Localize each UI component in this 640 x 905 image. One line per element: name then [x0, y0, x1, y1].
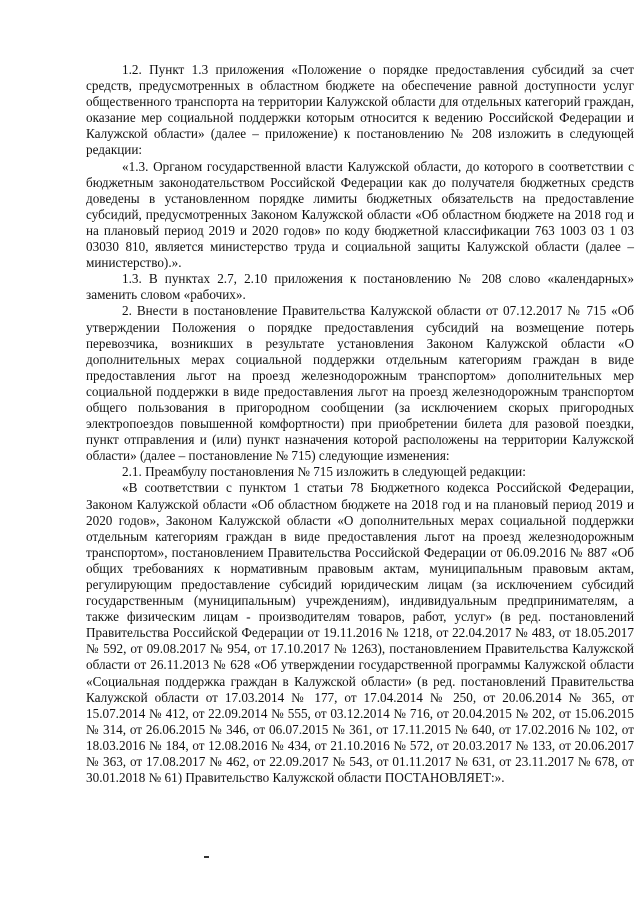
paragraph-preamble-quote: «В соответствии с пунктом 1 статьи 78 Бюджетного кодекса Российской Федерации, Законом Калужской области «Об областном бюджете на 2018 год и на плановый период 2019 и 2020 годов», Законом Калужской области «О дополнительных мерах социальной поддержки отдельным категориям граждан в виде предоставления льгот на проезд железнодорожным транспортом», постановлением Правительства Российской Федерации от 06.09.2016 № 887 «Об общих требованиях к нормативным правовым актам, муниципальным правовым актам, регулирующим предоставление субсидий юридическим лицам (за исключением субсидий государственным (муниципальным) учреждениям), индивидуальным предпринимателям, а также физическим лицам - производителям товаров, работ, услуг» (в ред. постановлений Правительства Российской Федерации от 19.11.2016 № 1218, от 22.04.2017 № 483, от 18.05.2017 № 592, от 09.08.2017 № 954, от 17.10.2017 № 1263), постановлением Правительства Калужской области от 26.11.2013 № 628 «Об утверждении государственной программы Калужской области «Социальная поддержка граждан в Калужской области» (в ред. постановлений Правительства Калужской области от 17.03.2014 № 177, от 17.04.2014 № 250, от 20.06.2014 № 365, от 15.07.2014 № 412, от 22.09.2014 № 555, от 03.12.2014 № 716, от 20.04.2015 № 202, от 15.06.2015 № 314, от 26.06.2015 № 346, от 06.07.2015 № 361, от 17.11.2015 № 640, от 17.02.2016 № 102, от 18.03.2016 № 184, от 12.08.2016 № 434, от 21.10.2016 № 572, от 20.03.2017 № 133, от 20.06.2017 № 363, от 17.08.2017 № 462, от 22.09.2017 № 543, от 01.11.2017 № 631, от 23.11.2017 № 678, от 30.01.2018 № 61) Правительство Калужской области ПОСТАНОВЛЯЕТ:».: [86, 480, 634, 786]
paragraph-1-3-quote: «1.3. Органом государственной власти Калужской области, до которого в соответствии с бюджетным законодательством Российской Федерации как до получателя бюджетных средств доведены в установленном порядке лимиты бюджетных обязательств на предоставление субсидий, предусмотренных Законом Калужской области «Об областном бюджете на 2018 год и на плановый период 2019 и 2020 годов» по коду бюджетной классификации 763 1003 03 1 03 03030 810, является министерство труда и социальной защиты Калужской области (далее – министерство).».: [86, 158, 634, 271]
paragraph-1-2: 1.2. Пункт 1.3 приложения «Положение о порядке предоставления субсидий за счет средств, предусмотренных в областном бюджете на обеспечение равной доступности услуг общественного транспорта на территории Калужской области для отдельных категорий граждан, оказание мер социальной поддержки которым относится к ведению Российской Федерации и Калужской области» (далее – приложение) к постановлению № 208 изложить в следующей редакции:: [86, 62, 634, 158]
paragraph-2: 2. Внести в постановление Правительства Калужской области от 07.12.2017 № 715 «Об утверждении Положения о порядке предоставления субсидий на возмещение потерь перевозчика, возникших в результате установления Законом Калужской области «О дополнительных мерах социальной поддержки отдельным категориям граждан в виде предоставления льгот на проезд железнодорожным транспортом» дополнительных мер социальной поддержки в виде предоставления льгот на проезд железнодорожным транспортом общего пользования в пригородном сообщении (за исключением скорых пригородных электропоездов повышенной комфортности) при приобретении билета для разовой поездки, пункт отправления и (или) пункт назначения которой расположены на территории Калужской области» (далее – постановление № 715) следующие изменения:: [86, 303, 634, 464]
paragraph-1-3: 1.3. В пунктах 2.7, 2.10 приложения к постановлению № 208 слово «календарных» заменить словом «рабочих».: [86, 271, 634, 303]
document-body: [86, 62, 634, 786]
paragraph-2-1: 2.1. Преамбулу постановления № 715 изложить в следующей редакции:: [122, 464, 526, 480]
scan-mark: [204, 856, 209, 858]
